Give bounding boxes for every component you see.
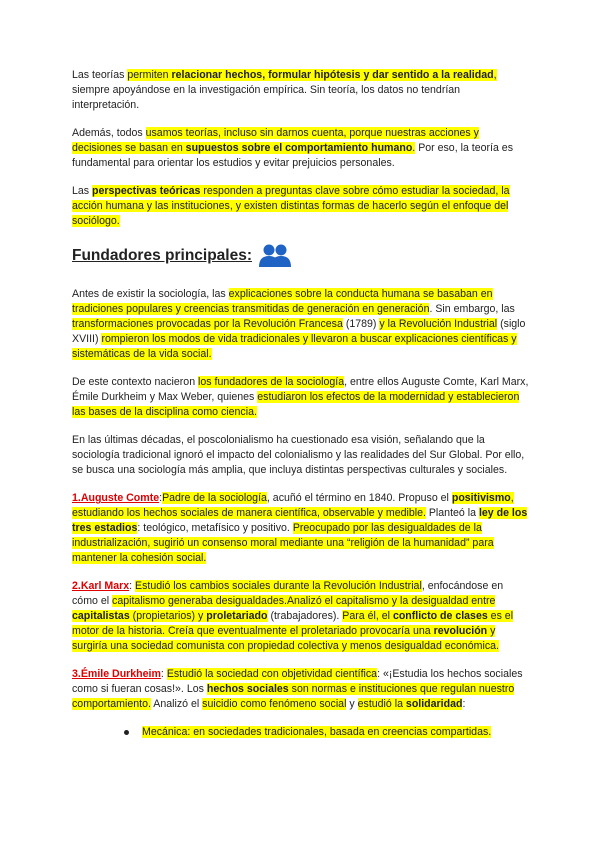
paragraph-marx	[72, 579, 530, 654]
text: Para él, el	[342, 610, 393, 622]
paragraph-theories	[72, 68, 530, 113]
text: es el motor de la historia. Creía que eventualmente el proletariado provocaría una	[72, 610, 514, 637]
paragraph-founders	[72, 375, 530, 420]
bold-text: solidaridad	[405, 698, 463, 710]
text: Planteó la	[425, 507, 479, 519]
text: Las	[72, 185, 93, 197]
text: responden a preguntas clave sobre cómo estudiar la sociedad, la acción humana y las instituciones, y existen distintas formas de hacerlo según el enfoque del sociólogo.	[72, 185, 510, 227]
text: :	[129, 580, 133, 592]
text: , entre ellos Auguste Comte, Karl Marx, Émile Durkheim y Max Weber, quienes	[72, 376, 529, 403]
heading-title: Fundadores principales:	[72, 247, 253, 264]
paragraph-everyone-theories	[72, 126, 530, 171]
text: (1789)	[342, 318, 380, 330]
text: :	[462, 698, 466, 710]
highlight	[127, 69, 496, 81]
highlight: transformaciones provocadas por la Revolución Francesa	[72, 318, 343, 330]
list-item	[72, 725, 530, 740]
paragraph-comte	[72, 491, 530, 566]
text: capitalismo generaba desigualdades.Analizó el capitalismo y la desigualdad entre	[112, 595, 496, 607]
text: siempre apoyándose en la investigación empírica. Sin teoría, los datos no tendrían interpretación.	[72, 84, 461, 111]
highlight: y la Revolución Industrial	[379, 318, 498, 330]
text: (trabajadores).	[267, 610, 343, 622]
text: . Sin embargo, las	[429, 303, 515, 315]
bullet-list	[72, 725, 530, 740]
text: Antes de existir la sociología, las	[72, 288, 229, 300]
text: .	[412, 142, 416, 154]
bold-text: relacionar hechos, formular hipótesis y dar sentido a la realidad	[171, 69, 494, 81]
bold-text: ley de los tres estadios	[72, 507, 528, 534]
bold-text: revolución	[433, 625, 488, 637]
text: : teológico, metafísico y positivo.	[137, 522, 293, 534]
text: (siglo XVIII)	[72, 318, 526, 345]
text: : «¡Estudia los hechos sociales como si fueran cosas!». Los	[72, 668, 523, 695]
text: son normas e instituciones que regulan nuestro comportamiento.	[72, 683, 515, 710]
text: , enfocándose en cómo el	[72, 580, 504, 607]
bold-text: hechos sociales	[206, 683, 289, 695]
text: , estudiando los hechos sociales de manera científica, observable y medible.	[72, 492, 514, 519]
highlight: suicidio como fenómeno social	[202, 698, 347, 710]
highlight: explicaciones sobre la conducta humana se basaban en tradiciones populares y creencias transmitidas de generación en generación	[72, 288, 493, 315]
bold-text: supuestos sobre el comportamiento humano	[185, 142, 413, 154]
text: De este contexto nacieron	[72, 376, 199, 388]
bold-text: positivismo	[451, 492, 511, 504]
text: permiten	[127, 69, 172, 81]
highlight: Estudió los cambios sociales durante la Revolución Industrial	[135, 580, 422, 592]
text: y surgiría una sociedad comunista con propiedad colectiva y menos desigualdad económica.	[72, 625, 499, 652]
text: En las últimas décadas, el poscolonialismo ha cuestionado esa visión, señalando que la sociología tradicional ignoró el impacto del colonialismo y las realidades del Sur Global. Por ello, se busca una sociología más amplia, que incluya distintas perspectivas culturales y sociales.	[72, 434, 525, 476]
text: Analizó el	[150, 698, 203, 710]
text: ,	[493, 69, 497, 81]
bullet-icon	[124, 730, 129, 735]
highlight: rompieron los modos de vida tradicionales y llevaron a buscar explicaciones científicas y sistemáticas de la vida social.	[72, 333, 517, 360]
highlight: Estudió la sociedad con objetividad científica	[166, 668, 378, 680]
bold-text: perspectivas teóricas	[92, 185, 201, 197]
founder-name-durkheim: 3.Émile Durkheim	[72, 668, 161, 680]
bold-text: proletariado	[206, 610, 268, 622]
text: , acuñó el término en 1840. Propuso el	[266, 492, 452, 504]
founder-name-comte: 1.Auguste Comte	[72, 492, 160, 504]
text: estudió la	[357, 698, 406, 710]
paragraph-perspectives	[72, 184, 530, 229]
text: Por eso, la teoría es fundamental para orientar los estudios y evitar prejuicios personales.	[72, 142, 513, 169]
paragraph-postcolonialism	[72, 433, 530, 478]
document-page	[72, 68, 530, 740]
text: usamos teorías, incluso sin darnos cuenta, porque nuestras acciones y decisiones se basan en	[72, 127, 479, 154]
highlight: Preocupado por las desigualdades de la industrialización, sugirió un consenso moral mediante una “religión de la humanidad” para mantener la cohesión social.	[72, 522, 494, 564]
bold-text: capitalistas	[72, 610, 130, 622]
highlight: Padre de la sociología	[162, 492, 267, 504]
text: :	[159, 492, 163, 504]
text: Además, todos	[72, 127, 146, 139]
text: (propietarios) y	[129, 610, 207, 622]
paragraph-durkheim	[72, 667, 530, 712]
founder-name-marx: 2.Karl Marx	[72, 580, 130, 592]
section-heading	[72, 243, 530, 269]
highlight	[357, 698, 466, 710]
text: Las teorías	[72, 69, 128, 81]
highlight: estudiaron los efectos de la modernidad y establecieron las bases de la disciplina como ciencia.	[72, 391, 520, 418]
text: :	[160, 668, 164, 680]
text: y	[346, 698, 358, 710]
people-icon	[258, 243, 292, 269]
highlight: Mecánica: en sociedades tradicionales, basada en creencias compartidas.	[142, 726, 492, 738]
highlight	[72, 185, 510, 227]
bold-text: conflicto de clases	[392, 610, 488, 622]
highlight: los fundadores de la sociología	[198, 376, 345, 388]
paragraph-before-sociology	[72, 287, 530, 362]
